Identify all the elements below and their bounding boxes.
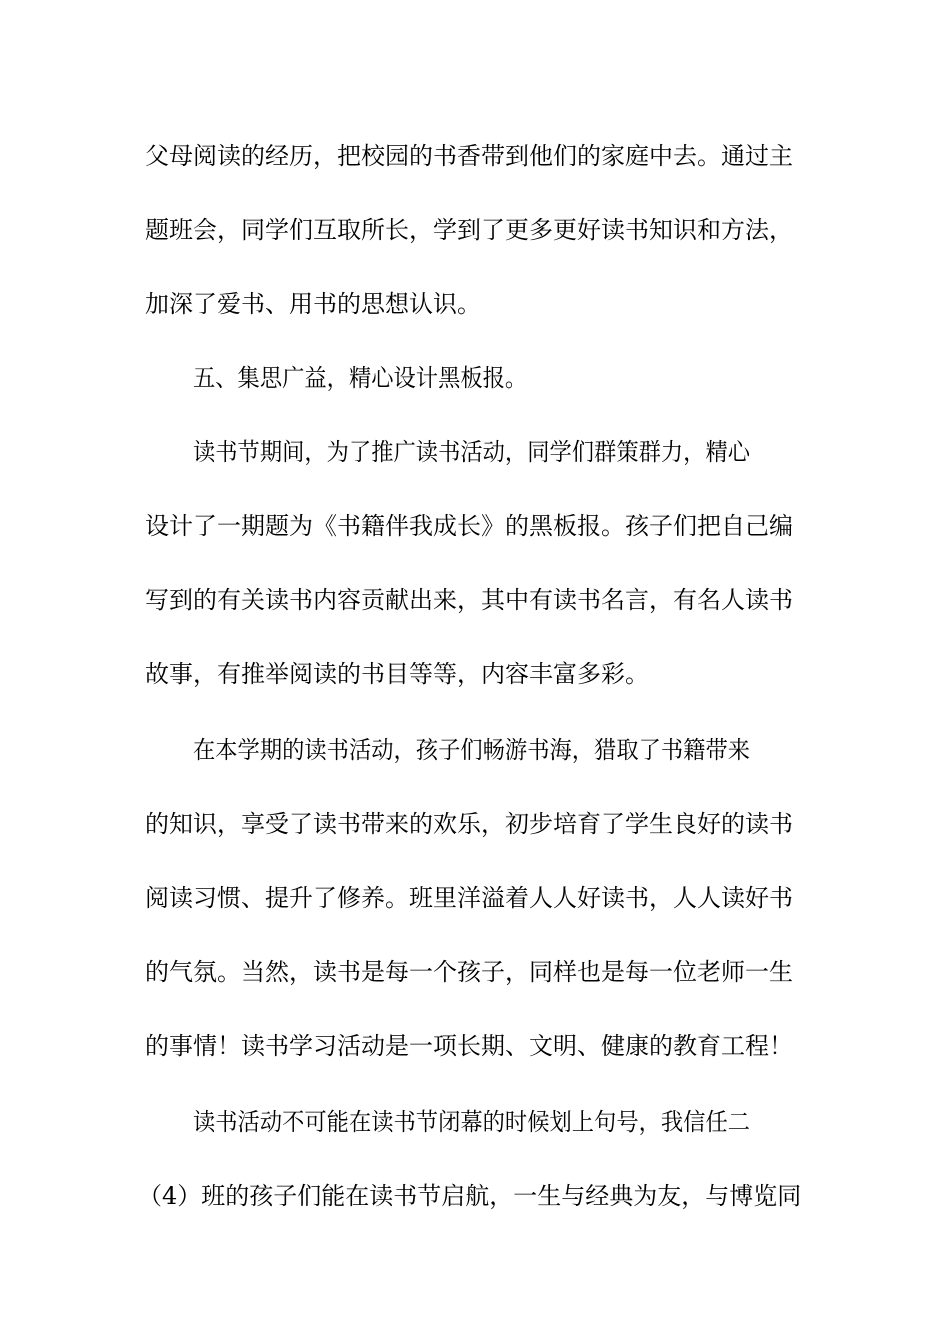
text-line-6: 设计了一期题为《书籍伴我成长》的黑板报。孩子们把自己编 <box>145 512 793 540</box>
text-line-5: 读书节期间，为了推广读书活动，同学们群策群力，精心 <box>193 438 751 466</box>
text-line-1: 父母阅读的经历，把校园的书香带到他们的家庭中去。通过主 <box>145 142 793 170</box>
text-line-10: 的知识，享受了读书带来的欢乐，初步培育了学生良好的读书 <box>145 810 793 838</box>
section-heading-5: 五、集思广益，精心设计黑板报。 <box>193 364 528 392</box>
text-line-12: 的气氛。当然，读书是每一个孩子，同样也是每一位老师一生 <box>145 958 793 986</box>
text-line-11: 阅读习惯、提升了修养。班里洋溢着人人好读书，人人读好书 <box>145 884 793 912</box>
text-line-2: 题班会，同学们互取所长，学到了更多更好读书知识和方法， <box>145 216 793 244</box>
text-line-3: 加深了爱书、用书的思想认识。 <box>145 290 481 318</box>
text-line-14: 读书活动不可能在读书节闭幕的时候划上句号，我信任二 <box>193 1108 751 1136</box>
text-line-9: 在本学期的读书活动，孩子们畅游书海，猎取了书籍带来 <box>193 736 751 764</box>
text-line-8: 故事，有推举阅读的书目等等，内容丰富多彩。 <box>145 660 649 688</box>
text-line-7: 写到的有关读书内容贡献出来，其中有读书名言，有名人读书 <box>145 586 793 614</box>
text-line-15: （4）班的孩子们能在读书节启航，一生与经典为友，与博览同 <box>138 1182 802 1210</box>
text-line-13: 的事情！读书学习活动是一项长期、文明、健康的教育工程！ <box>145 1032 793 1060</box>
